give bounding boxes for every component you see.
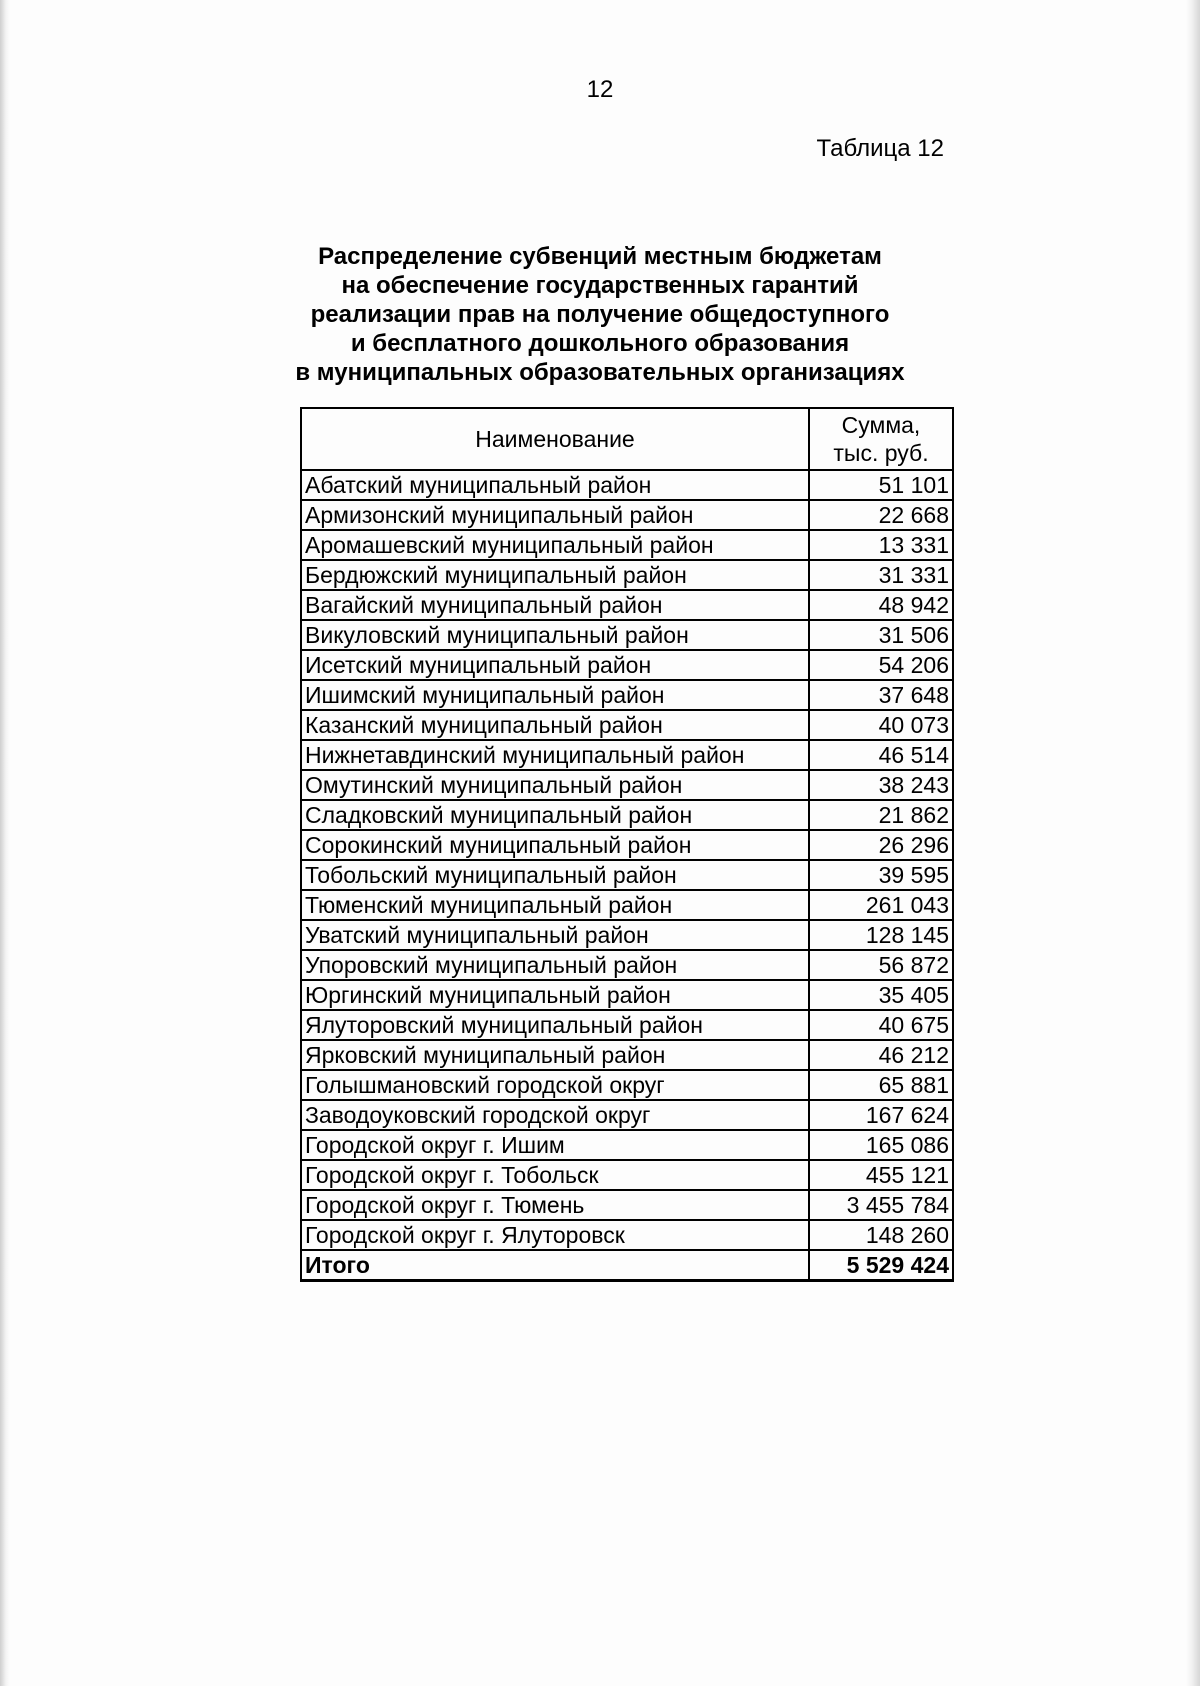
table-row: [301, 1190, 953, 1220]
row-name: Заводоуковский городской округ: [301, 1100, 809, 1130]
row-sum: 51 101: [809, 470, 953, 500]
table-row: [301, 560, 953, 590]
row-name: Тюменский муниципальный район: [301, 890, 809, 920]
total-label: Итого: [301, 1250, 809, 1281]
table-row: [301, 680, 953, 710]
row-name: Викуловский муниципальный район: [301, 620, 809, 650]
row-name: Абатский муниципальный район: [301, 470, 809, 500]
row-name: Уватский муниципальный район: [301, 920, 809, 950]
row-sum: 38 243: [809, 770, 953, 800]
row-name: Армизонский муниципальный район: [301, 500, 809, 530]
row-sum: 165 086: [809, 1130, 953, 1160]
header-name: Наименование: [301, 408, 809, 470]
page-number: 12: [586, 76, 614, 103]
row-name: Городской округ г. Тюмень: [301, 1190, 809, 1220]
table-header-row: [301, 408, 953, 470]
table-row: [301, 620, 953, 650]
table-row: [301, 860, 953, 890]
table-row: [301, 1100, 953, 1130]
row-name: Казанский муниципальный район: [301, 710, 809, 740]
table-row: [301, 770, 953, 800]
row-sum: 35 405: [809, 980, 953, 1010]
row-sum: 31 506: [809, 620, 953, 650]
row-sum: 40 675: [809, 1010, 953, 1040]
table-row: [301, 1070, 953, 1100]
header-sum-line2: тыс. руб.: [833, 440, 929, 466]
table-row: [301, 1130, 953, 1160]
title-line: реализации прав на получение общедоступного: [310, 301, 890, 328]
row-name: Юргинский муниципальный район: [301, 980, 809, 1010]
row-sum: 128 145: [809, 920, 953, 950]
table-body: [301, 470, 953, 1281]
row-name: Упоровский муниципальный район: [301, 950, 809, 980]
row-name: Сладковский муниципальный район: [301, 800, 809, 830]
row-sum: 46 212: [809, 1040, 953, 1070]
row-name: Голышмановский городской округ: [301, 1070, 809, 1100]
table-row: [301, 650, 953, 680]
row-name: Тобольский муниципальный район: [301, 860, 809, 890]
table-row: [301, 890, 953, 920]
row-sum: 13 331: [809, 530, 953, 560]
title-line: в муниципальных образовательных организациях: [295, 359, 905, 386]
row-name: Городской округ г. Тобольск: [301, 1160, 809, 1190]
document-title: [0, 242, 1200, 387]
row-sum: 148 260: [809, 1220, 953, 1250]
row-sum: 54 206: [809, 650, 953, 680]
table-row: [301, 920, 953, 950]
row-name: Городской округ г. Ишим: [301, 1130, 809, 1160]
distribution-table: [300, 407, 954, 1282]
row-sum: 455 121: [809, 1160, 953, 1190]
row-name: Сорокинский муниципальный район: [301, 830, 809, 860]
row-name: Вагайский муниципальный район: [301, 590, 809, 620]
table-row: [301, 500, 953, 530]
row-name: Городской округ г. Ялуторовск: [301, 1220, 809, 1250]
row-sum: 65 881: [809, 1070, 953, 1100]
row-name: Аромашевский муниципальный район: [301, 530, 809, 560]
table-row: [301, 950, 953, 980]
table-row: [301, 1040, 953, 1070]
row-sum: 37 648: [809, 680, 953, 710]
table-row: [301, 830, 953, 860]
row-name: Нижнетавдинский муниципальный район: [301, 740, 809, 770]
title-line: на обеспечение государственных гарантий: [341, 272, 859, 299]
row-sum: 167 624: [809, 1100, 953, 1130]
title-line: и бесплатного дошкольного образования: [350, 330, 850, 357]
row-sum: 31 331: [809, 560, 953, 590]
row-name: Ялуторовский муниципальный район: [301, 1010, 809, 1040]
table-row: [301, 1220, 953, 1250]
title-line: Распределение субвенций местным бюджетам: [318, 243, 882, 270]
row-sum: 261 043: [809, 890, 953, 920]
row-sum: 39 595: [809, 860, 953, 890]
table-row: [301, 710, 953, 740]
table-row: [301, 590, 953, 620]
row-name: Омутинский муниципальный район: [301, 770, 809, 800]
table-row: [301, 740, 953, 770]
table-row: [301, 1160, 953, 1190]
table-row: [301, 980, 953, 1010]
total-row: [301, 1250, 953, 1281]
header-sum: [809, 408, 953, 470]
table-label: Таблица 12: [816, 135, 944, 162]
table-row: [301, 1010, 953, 1040]
table-row: [301, 800, 953, 830]
row-sum: 46 514: [809, 740, 953, 770]
row-sum: 22 668: [809, 500, 953, 530]
row-name: Ярковский муниципальный район: [301, 1040, 809, 1070]
row-sum: 56 872: [809, 950, 953, 980]
row-name: Бердюжский муниципальный район: [301, 560, 809, 590]
row-sum: 26 296: [809, 830, 953, 860]
row-sum: 48 942: [809, 590, 953, 620]
table-row: [301, 530, 953, 560]
row-sum: 3 455 784: [809, 1190, 953, 1220]
header-sum-line1: Сумма,: [841, 412, 921, 438]
row-sum: 40 073: [809, 710, 953, 740]
row-sum: 21 862: [809, 800, 953, 830]
row-name: Ишимский муниципальный район: [301, 680, 809, 710]
row-name: Исетский муниципальный район: [301, 650, 809, 680]
table-row: [301, 470, 953, 500]
total-sum: 5 529 424: [809, 1250, 953, 1281]
